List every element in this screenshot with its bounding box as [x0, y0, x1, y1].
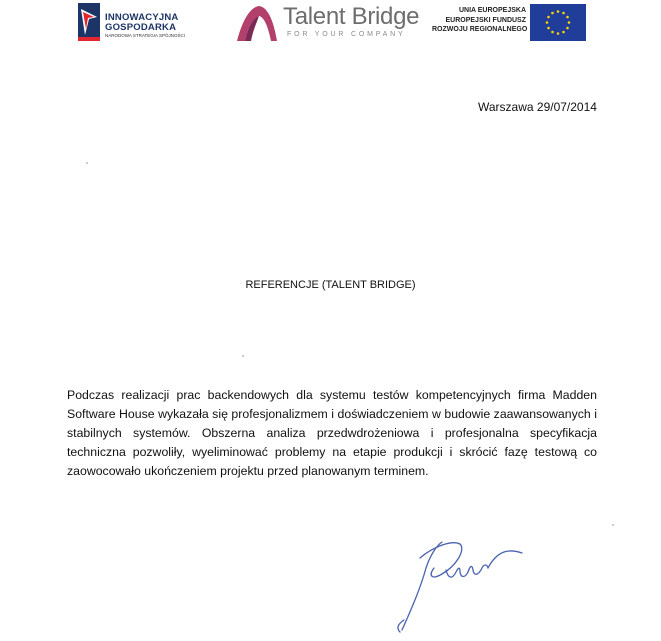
eu-line3: ROZWOJU REGIONALNEGO [432, 26, 528, 33]
letterhead [0, 0, 661, 50]
ig-line2: GOSPODARKA [105, 22, 177, 33]
eu-text [432, 6, 526, 35]
tb-tagline: FOR YOUR COMPANY [287, 31, 406, 38]
letter-body: Podczas realizacji prac backendowych dla systemu testów kompetencyjnych firma Madden Software House wykazała się profesjonalizmem i doświadczeniem w budowie zaawansowanych i stabilnych systemów. Obszerna analiza przedwdrożeniowa i profesjonalna specyfikacja techniczna pozwoliły, wyeliminować problemy na etapie produkcji i skrócić fazę testową co zaowocowało ukończeniem projektu przed planowanym terminem. [67, 388, 597, 478]
tb-arch-icon [235, 4, 279, 42]
ig-star-emblem-icon [78, 3, 100, 41]
scan-speck [86, 162, 88, 164]
ig-line3: NARODOWA STRATEGIA SPÓJNOŚCI [105, 33, 186, 38]
letter-title: REFERENCJE (TALENT BRIDGE) [245, 279, 416, 291]
ig-line1: INNOWACYJNA [105, 12, 179, 23]
scan-speck [612, 524, 614, 526]
talent-bridge-logo [235, 2, 420, 44]
eu-line1: UNIA EUROPEJSKA [458, 7, 526, 14]
eu-stars-icon [530, 4, 586, 41]
tb-name: Talent Bridge [283, 3, 420, 30]
eu-line2: EUROPEJSKI FUNDUSZ [445, 16, 526, 24]
scan-speck [242, 355, 244, 357]
eu-flag-icon [530, 4, 586, 41]
eu-logo [432, 4, 587, 42]
letter-date: Warszawa 29/07/2014 [478, 100, 597, 114]
handwritten-signature [390, 520, 530, 635]
innowacyjna-gospodarka-logo [78, 3, 198, 41]
